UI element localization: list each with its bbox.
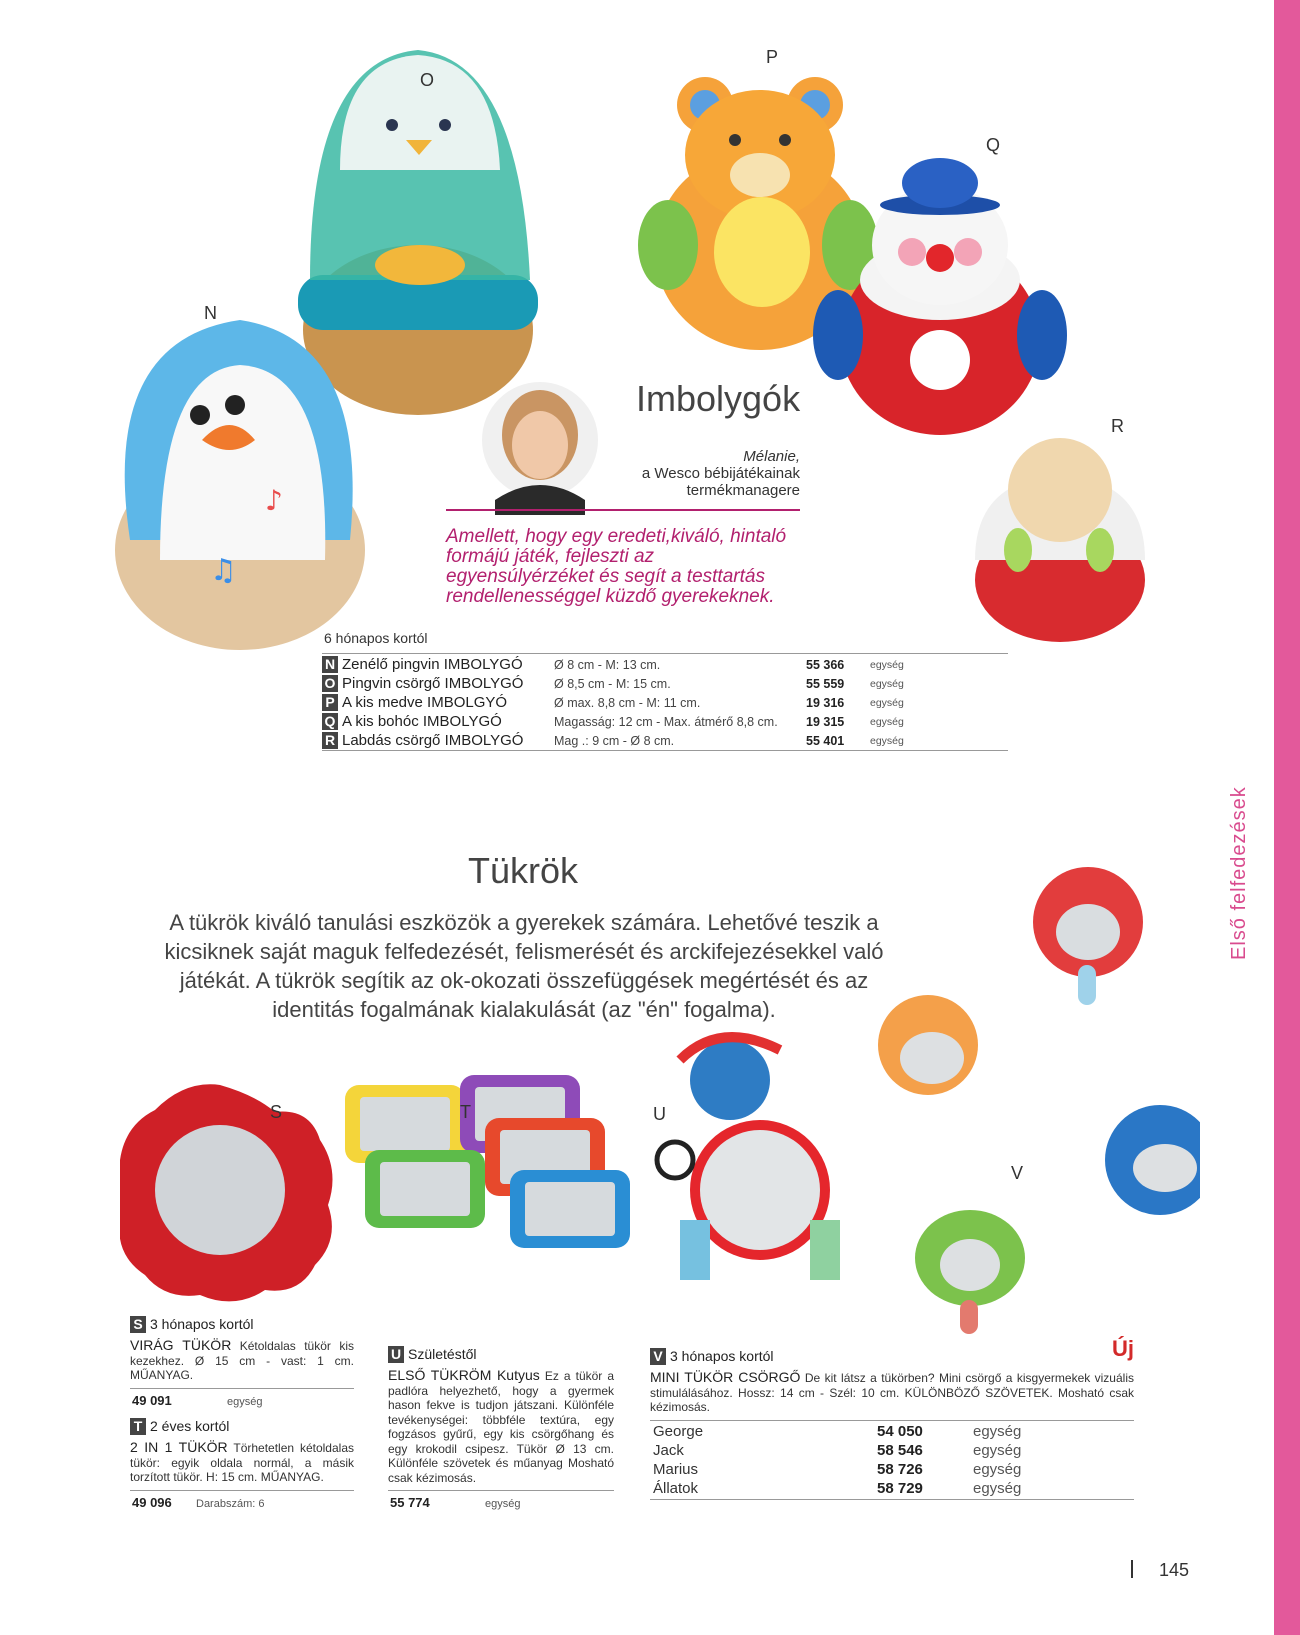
row-letter-badge: R bbox=[322, 732, 338, 749]
svg-text:♫: ♫ bbox=[210, 553, 237, 588]
rule bbox=[388, 1490, 614, 1491]
manager-caption bbox=[560, 448, 800, 499]
variant-name: Jack bbox=[653, 1441, 684, 1459]
imbolygok-product-table bbox=[322, 655, 1008, 750]
manager-role-line2: termékmanagere bbox=[686, 482, 800, 499]
product-unit: egység bbox=[870, 696, 904, 709]
variant-unit: egység bbox=[973, 1460, 1022, 1478]
variant-code: 54 050 bbox=[877, 1422, 923, 1440]
section-sidebar-bar bbox=[1274, 0, 1300, 1635]
row-letter-badge: P bbox=[322, 694, 338, 711]
section-title-imbolygok: Imbolygók bbox=[636, 378, 801, 419]
product-dimensions: Ø 8,5 cm - M: 15 cm. bbox=[554, 676, 671, 691]
table-row bbox=[650, 1422, 1134, 1441]
product-code: 55 559 bbox=[806, 676, 845, 691]
product-name: Pingvin csörgő IMBOLYGÓ bbox=[342, 675, 524, 692]
quote-divider bbox=[446, 509, 800, 511]
table-row bbox=[322, 712, 1008, 731]
table-row bbox=[650, 1460, 1134, 1479]
variant-code: 58 546 bbox=[877, 1441, 923, 1459]
row-letter-badge: Q bbox=[322, 713, 338, 730]
variant-code: 58 726 bbox=[877, 1460, 923, 1478]
rule bbox=[130, 1388, 354, 1389]
product-name: A kis medve IMBOLGYÓ bbox=[342, 694, 508, 711]
product-unit: egység bbox=[870, 715, 904, 728]
product-dimensions: Magasság: 12 cm - Max. átmérő 8,8 cm. bbox=[554, 714, 778, 729]
label-r: R bbox=[1111, 416, 1124, 436]
age-note-imbolygok: 6 hónapos kortól bbox=[324, 630, 428, 646]
product-block-s bbox=[130, 1316, 354, 1410]
product-name: A kis bohóc IMBOLYGÓ bbox=[342, 713, 502, 730]
section-title-tukrok: Tükrök bbox=[468, 850, 579, 891]
product-dimensions: Ø max. 8,8 cm - M: 11 cm. bbox=[554, 695, 701, 710]
product-block-u bbox=[388, 1346, 614, 1512]
table-row bbox=[650, 1479, 1134, 1498]
variant-unit: egység bbox=[973, 1479, 1022, 1497]
product-description: Törhetetlen kétoldalas tükör: egyik oldala normál, a másik torzított tükör. H: 15 cm. MŰANYAG. bbox=[130, 1441, 354, 1484]
table-row bbox=[322, 655, 1008, 674]
label-q: Q bbox=[986, 135, 1001, 155]
product-age: 3 hónapos kortól bbox=[150, 1316, 254, 1332]
mini-mirror-rattle-image bbox=[878, 867, 1200, 1334]
variant-table bbox=[650, 1422, 1134, 1498]
product-unit: egység bbox=[870, 734, 904, 747]
product-dimensions: Ø 8 cm - M: 13 cm. bbox=[554, 657, 661, 672]
table-row bbox=[322, 693, 1008, 712]
product-unit: Darabszám: 6 bbox=[196, 1497, 265, 1510]
dog-first-mirror-image bbox=[657, 1037, 840, 1280]
page-number-divider bbox=[1131, 1560, 1133, 1578]
label-u: U bbox=[653, 1104, 666, 1124]
mirror-illustrations bbox=[120, 860, 1200, 1340]
flower-mirror-image bbox=[120, 1084, 333, 1301]
product-unit: egység bbox=[485, 1498, 521, 1510]
manager-quote: Amellett, hogy egy eredeti,kiváló, hintaló formájú játék, fejleszti az egyensúlyérzéket és segít a testtartás rendellenességgel küzdő gyerekeknek. bbox=[446, 526, 787, 607]
rule bbox=[650, 1499, 1134, 1500]
variant-name: George bbox=[653, 1422, 704, 1440]
label-s: S bbox=[270, 1102, 283, 1122]
product-age: 2 éves kortól bbox=[150, 1418, 230, 1434]
variant-code: 58 729 bbox=[877, 1479, 923, 1497]
product-code: 55 401 bbox=[806, 733, 845, 748]
product-code: 55 366 bbox=[806, 657, 845, 672]
product-code: 19 315 bbox=[806, 714, 845, 729]
product-description: Ez a tükör a padlóra helyezhető, hogy a gyermek hason fekve is tudjon játszani. Különféle tevékenységei: többféle textúra, egy fogzásos gyűrű, egy kis csörgőhang és egy krokodil csipesz. Tükör Ø 13 cm. Különféle szövetek és műanyag Mosható csak kézimosás. bbox=[388, 1369, 615, 1485]
product-code: 49 091 bbox=[132, 1392, 172, 1408]
product-name: ELSŐ TÜKRÖM Kutyus bbox=[388, 1367, 540, 1383]
label-v: V bbox=[1011, 1163, 1024, 1183]
svg-text:♪: ♪ bbox=[265, 484, 283, 517]
product-name: Labdás csörgő IMBOLYGÓ bbox=[342, 732, 524, 749]
product-block-v bbox=[650, 1336, 1134, 1500]
label-o: O bbox=[420, 70, 435, 90]
rule bbox=[650, 1420, 1134, 1421]
page-number: 145 bbox=[1159, 1560, 1190, 1580]
product-unit: egység bbox=[227, 1395, 263, 1408]
product-code: 49 096 bbox=[132, 1494, 172, 1510]
product-age: 3 hónapos kortól bbox=[670, 1348, 774, 1364]
row-letter-badge: N bbox=[322, 656, 338, 673]
product-dimensions: Mag .: 9 cm - Ø 8 cm. bbox=[554, 733, 675, 748]
product-age: Születéstől bbox=[408, 1346, 477, 1362]
table-row bbox=[322, 674, 1008, 693]
variant-name: Marius bbox=[653, 1460, 699, 1478]
variant-unit: egység bbox=[973, 1422, 1022, 1440]
variant-name: Állatok bbox=[653, 1479, 699, 1497]
product-unit: egység bbox=[870, 677, 904, 690]
ball-rattle-toy-image bbox=[975, 438, 1145, 642]
table-row bbox=[650, 1441, 1134, 1460]
product-name: 2 IN 1 TÜKÖR bbox=[130, 1439, 228, 1455]
label-n: N bbox=[204, 303, 217, 323]
product-name: VIRÁG TÜKÖR bbox=[130, 1337, 232, 1353]
table-top-rule bbox=[322, 653, 1008, 654]
new-badge: Új bbox=[1112, 1336, 1134, 1361]
little-clown-toy-image bbox=[813, 158, 1067, 435]
manager-name: Mélanie, bbox=[743, 448, 800, 465]
row-letter-badge: U bbox=[388, 1346, 404, 1363]
penguin-rattle-toy-image bbox=[298, 50, 538, 415]
rule bbox=[130, 1490, 354, 1491]
section-sidebar-label: Első felfedezések bbox=[1228, 786, 1250, 960]
row-letter-badge: V bbox=[650, 1348, 666, 1365]
table-row bbox=[322, 731, 1008, 750]
product-description: De kit látsz a tükörben? Mini csörgő a kisgyermekek vizuális stimulálásához. Hossz: 14 cm - Szél: 10 cm. KÜLÖNBÖZŐ SZÖVETEK. Mosható csak kézimosás. bbox=[650, 1371, 1134, 1414]
row-letter-badge: T bbox=[130, 1418, 146, 1435]
product-name: Zenélő pingvin IMBOLYGÓ bbox=[342, 656, 523, 673]
tukrok-intro-text: A tükrök kiváló tanulási eszközök a gyerekek számára. Lehetővé teszik a kicsiknek saját maguk felfedezését, felismerését és arckifejezésekkel való játékát. A tükrök segítik az ok-okozati összefüggések megértését és az identitás fogalmának kialakulását (az "én" fogalma). bbox=[164, 910, 884, 1022]
product-unit: egység bbox=[870, 658, 904, 671]
product-name: MINI TÜKÖR CSÖRGŐ bbox=[650, 1369, 801, 1385]
manager-role-line1: a Wesco bébijátékainak bbox=[641, 465, 800, 482]
two-in-one-mirror-image bbox=[345, 1075, 630, 1248]
label-t: T bbox=[460, 1102, 471, 1122]
product-code: 55 774 bbox=[390, 1495, 430, 1510]
variant-unit: egység bbox=[973, 1441, 1022, 1459]
product-block-t bbox=[130, 1418, 354, 1512]
product-description: Kétoldalas tükör kis kezekhez. Ø 15 cm - vast: 1 cm. MŰANYAG. bbox=[130, 1339, 354, 1382]
label-p: P bbox=[766, 47, 779, 67]
row-letter-badge: S bbox=[130, 1316, 146, 1333]
row-letter-badge: O bbox=[322, 675, 338, 692]
table-bottom-rule bbox=[322, 750, 1008, 751]
product-code: 19 316 bbox=[806, 695, 845, 710]
